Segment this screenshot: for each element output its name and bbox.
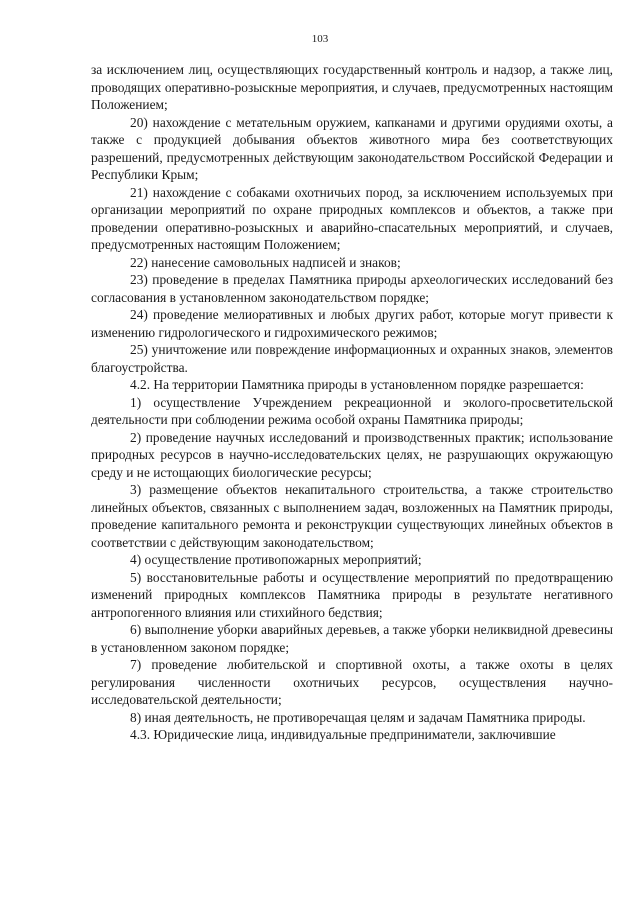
paragraph: 22) нанесение самовольных надписей и знаков;: [130, 254, 401, 270]
paragraph: 7) проведение любительской и спортивной охоты, а также охоты в целях регулирования численности охотничьих ресурсов, осуществления научно-исследовательской деятельности;: [91, 657, 613, 707]
paragraph: за исключением лиц, осуществляющих государственный контроль и надзор, а также лиц, проводящих оперативно-розыскные мероприятия, и случаев, предусмотренных настоящим Положением;: [91, 62, 613, 112]
paragraph: 4.2. На территории Памятника природы в установленном порядке разрешается:: [130, 377, 584, 392]
paragraph: 23) проведение в пределах Памятника природы археологических исследований без согласования в установленном законодательством порядке;: [91, 272, 613, 305]
paragraph: 2) проведение научных исследований и производственных практик; использование природных ресурсов в научно-исследовательских целях, не разрушающих окружающую среду и не истощающих биологические ресурсы;: [91, 429, 613, 480]
page-number: 103: [311, 33, 329, 45]
paragraph: 25) уничтожение или повреждение информационных и охранных знаков, элементов благоустройства.: [91, 342, 613, 375]
paragraph: 8) иная деятельность, не противоречащая целям и задачам Памятника природы.: [130, 709, 586, 725]
paragraph: 5) восстановительные работы и осуществление мероприятий по предотвращению изменений природных комплексов Памятника природы в результате негативного антропогенного влияния или стихийного бедствия;: [91, 569, 613, 620]
paragraph: 4) осуществление противопожарных мероприятий;: [130, 552, 422, 567]
paragraph: 4.3. Юридические лица, индивидуальные предприниматели, заключившие: [130, 727, 556, 742]
paragraph: 21) нахождение с собаками охотничьих пород, за исключением используемых при организации мероприятий по охране природных комплексов и объектов, а также при проведении оперативно-розыскных и аварийно-спасательных мероприятий, и случаев, предусмотренных настоящим Положением;: [91, 184, 613, 252]
document-body: [91, 61, 613, 744]
paragraph: 3) размещение объектов некапитального строительства, а также строительство линейных объектов, связанных с выполнением задач, возложенных на Памятник природы, проведение капитального ремонта и реконструкции существующих линейных объектов в соответствии с действующим законодательством;: [91, 482, 613, 550]
paragraph: 6) выполнение уборки аварийных деревьев, а также уборки неликвидной древесины в установленном законом порядке;: [91, 622, 613, 655]
paragraph: 1) осуществление Учреждением рекреационной и эколого-просветительской деятельности при соблюдении режима особой охраны Памятника природы;: [91, 394, 613, 427]
paragraph: 24) проведение мелиоративных и любых других работ, которые могут привести к изменению гидрологического и гидрохимического режимов;: [91, 307, 613, 340]
paragraph: 20) нахождение с метательным оружием, капканами и другими орудиями охоты, а также с продукцией добывания объектов животного мира без соответствующих разрешений, предусмотренных действующим законодательством Российской Федерации и Республики Крым;: [91, 114, 613, 182]
